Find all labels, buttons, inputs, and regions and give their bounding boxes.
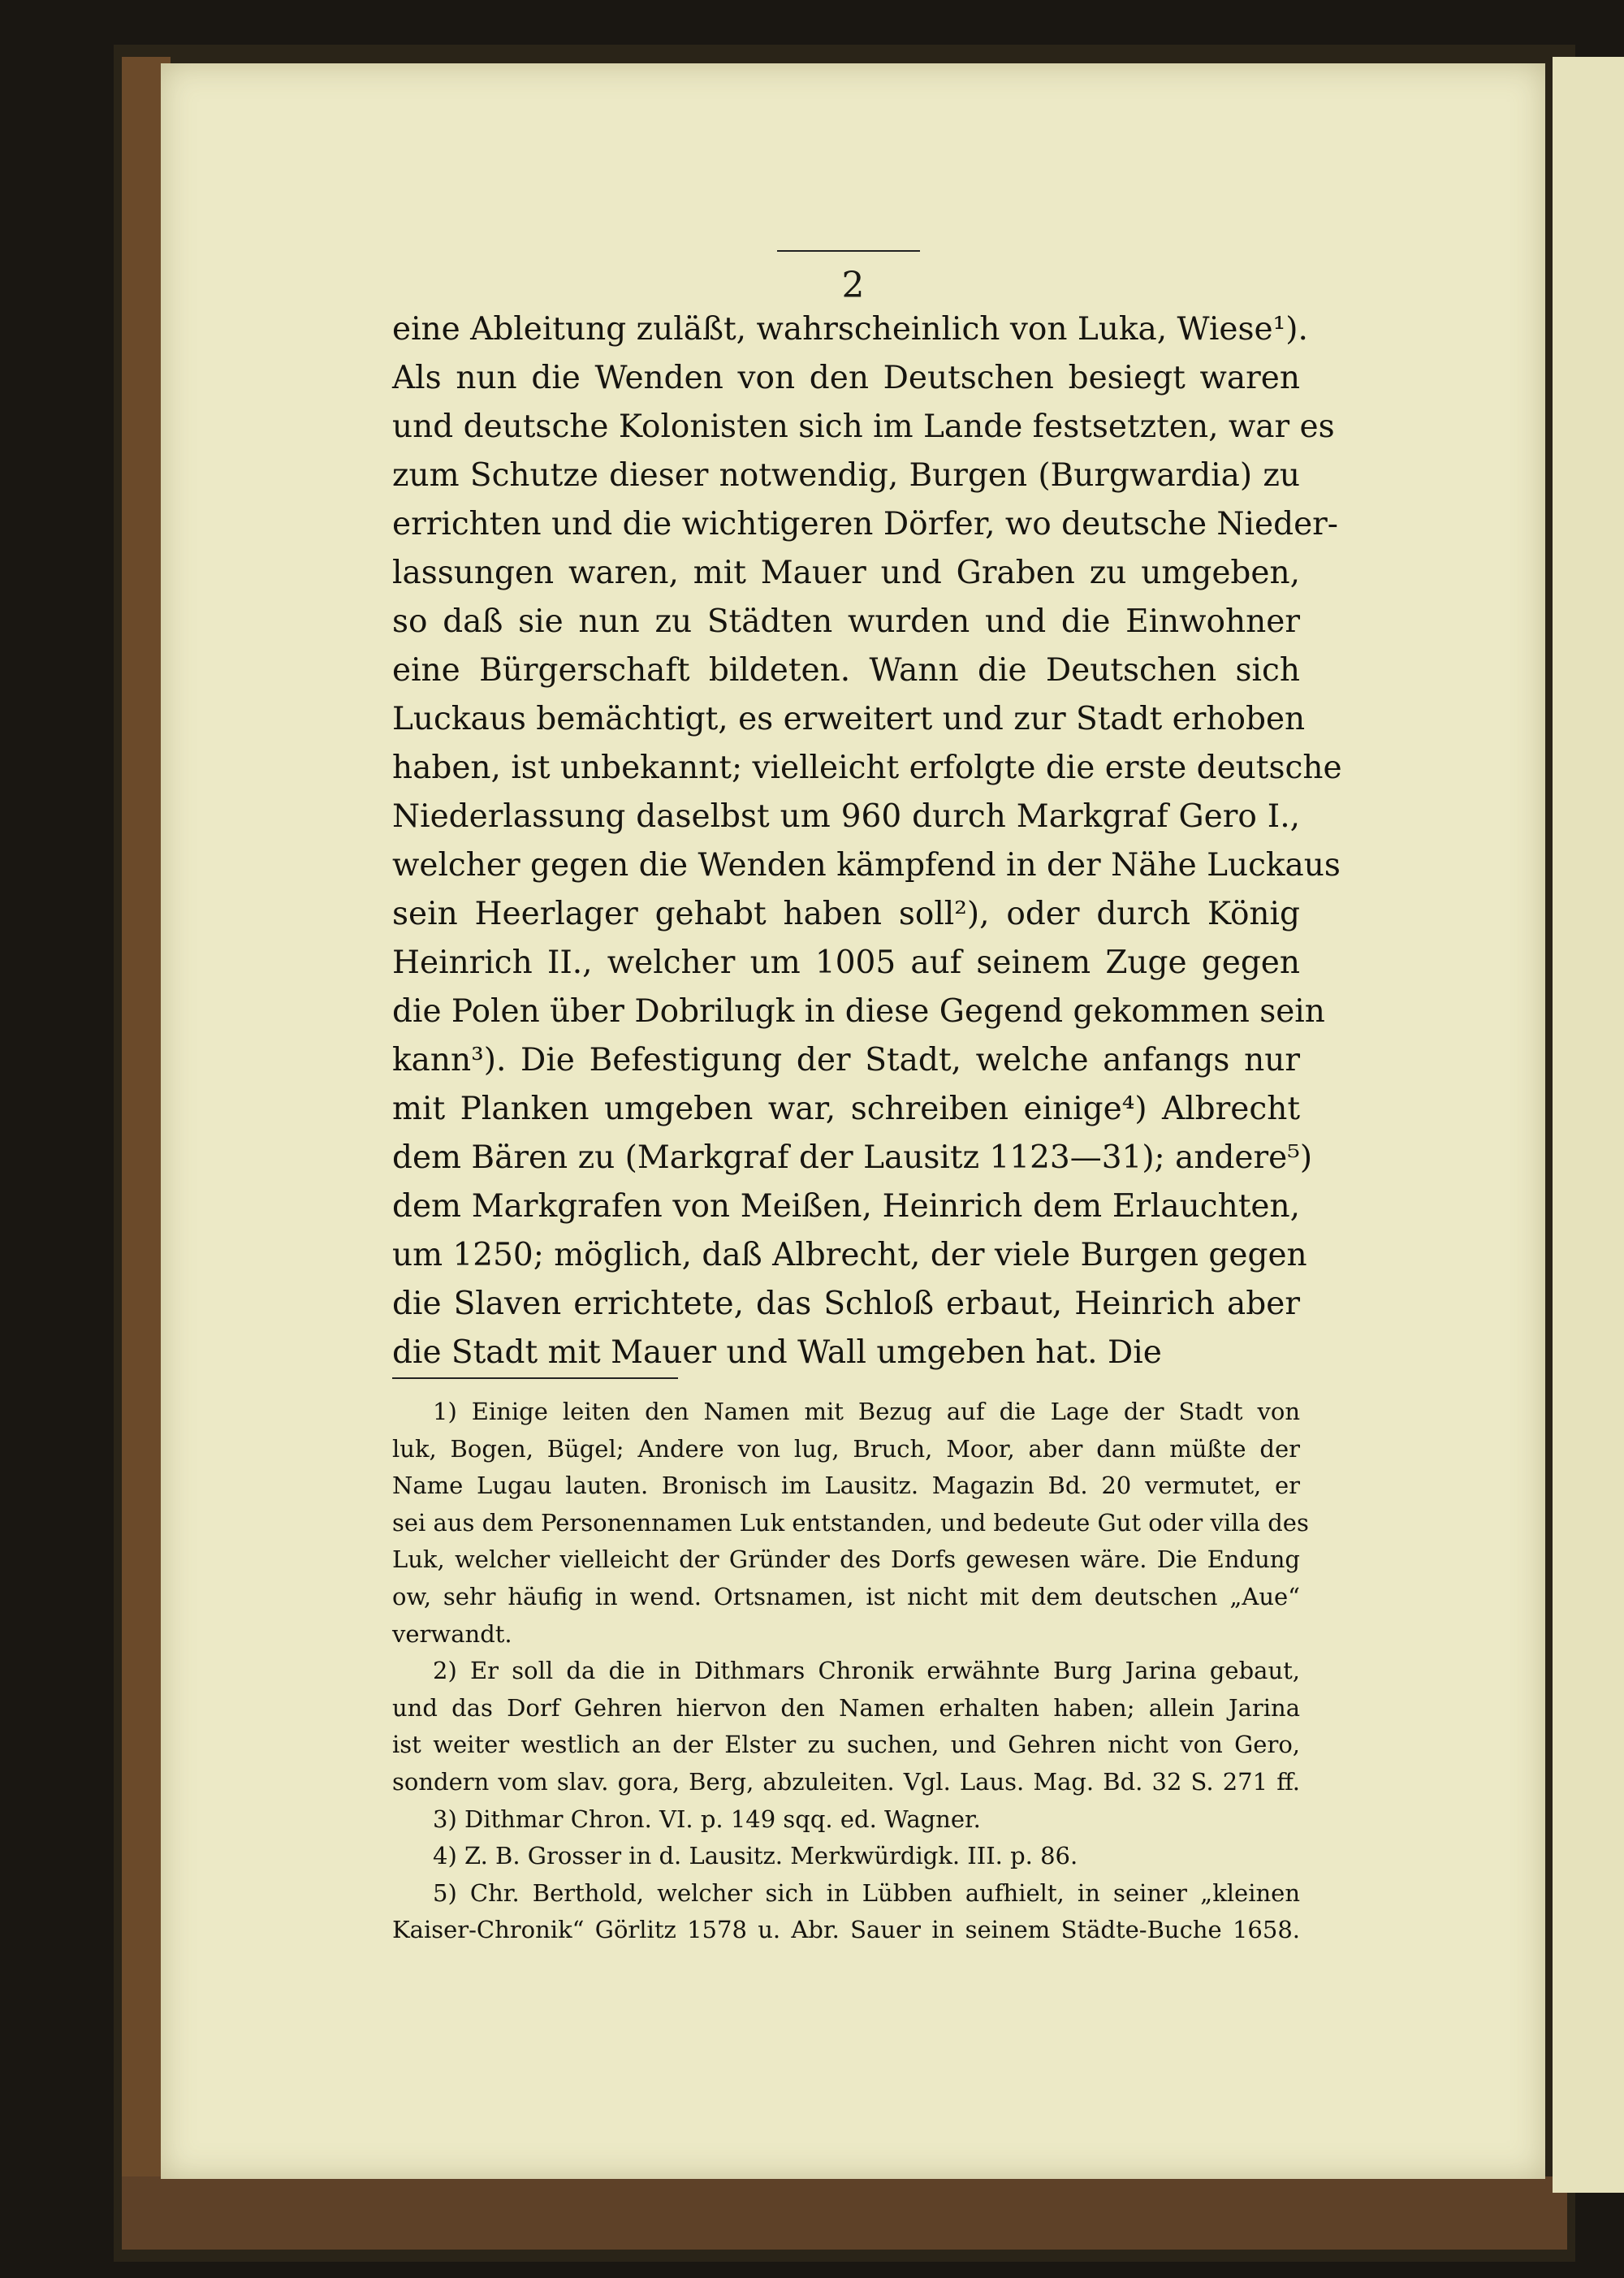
book-cover-bottom — [122, 2176, 1567, 2250]
footnote-line: luk, Bogen, Bügel; Andere von lug, Bruch, Moor, aber dann müßte der — [392, 1434, 1300, 1463]
text-line: errichten und die wichtigeren Dörfer, wo deutsche Nieder- — [392, 506, 1338, 542]
body-text — [392, 305, 1342, 1377]
adjacent-page-edge — [1553, 57, 1624, 2193]
page-number: 2 — [841, 265, 865, 306]
footnote-line: Name Lugau lauten. Bronisch im Lausitz. Magazin Bd. 20 vermutet, er — [392, 1472, 1300, 1500]
footnote-line: ow, sehr häufig in wend. Ortsnamen, ist nicht mit dem deutschen „Aue“ — [392, 1582, 1300, 1610]
text-line: dem Bären zu (Markgraf der Lausitz 1123—31); andere⁵) — [392, 1139, 1313, 1176]
text-line: dem Markgrafen von Meißen, Heinrich dem Erlauchten, — [392, 1188, 1300, 1225]
text-line: mit Planken umgeben war, schreiben einige⁴) Albrecht — [392, 1091, 1300, 1127]
footnote-line: 3) Dithmar Chron. VI. p. 149 sqq. ed. Wagner. — [433, 1805, 981, 1833]
text-line: Niederlassung daselbst um 960 durch Markgraf Gero I., — [392, 798, 1300, 835]
text-line: die Polen über Dobrilugk in diese Gegend gekommen sein — [392, 993, 1325, 1030]
text-line: Luckaus bemächtigt, es erweitert und zur Stadt erhoben — [392, 701, 1306, 737]
text-line: sein Heerlager gehabt haben soll²), oder durch König — [392, 896, 1300, 932]
text-line: so daß sie nun zu Städten wurden und die Einwohner — [392, 603, 1300, 640]
page-number-rule — [777, 250, 920, 252]
footnote-line: 2) Er soll da die in Dithmars Chronik erwähnte Burg Jarina gebaut, — [433, 1657, 1300, 1685]
footnote-line: 4) Z. B. Grosser in d. Lausitz. Merkwürdigk. III. p. 86. — [433, 1842, 1078, 1870]
text-line: eine Bürgerschaft bildeten. Wann die Deutschen sich — [392, 652, 1300, 689]
footnote-line: 5) Chr. Berthold, welcher sich in Lübben aufhielt, in seiner „kleinen — [433, 1878, 1300, 1907]
footnote-line: und das Dorf Gehren hiervon den Namen erhalten haben; allein Jarina — [392, 1693, 1300, 1722]
footnote-line: sei aus dem Personennamen Luk entstanden, und bedeute Gut oder villa des — [392, 1508, 1309, 1537]
footnote-line: ist weiter westlich an der Elster zu suchen, und Gehren nicht von Gero, — [392, 1731, 1300, 1759]
footnote-separator — [392, 1377, 678, 1379]
text-line: die Slaven errichtete, das Schloß erbaut, Heinrich aber — [392, 1286, 1300, 1322]
text-line: haben, ist unbekannt; vielleicht erfolgte die erste deutsche — [392, 750, 1342, 786]
text-line: Heinrich II., welcher um 1005 auf seinem Zuge gegen — [392, 944, 1300, 981]
text-line: kann³). Die Befestigung der Stadt, welche anfangs nur — [392, 1042, 1300, 1078]
footnote-line: 1) Einige leiten den Namen mit Bezug auf die Lage der Stadt von — [433, 1398, 1300, 1425]
footnote-line: Luk, welcher vielleicht der Gründer des Dorfs gewesen wäre. Die Endung — [392, 1545, 1300, 1574]
text-line: welcher gegen die Wenden kämpfend in der Nähe Luckaus — [392, 847, 1341, 884]
footnote-line: Kaiser-Chronik“ Görlitz 1578 u. Abr. Sauer in seinem Städte-Buche 1658. — [392, 1916, 1300, 1944]
text-line: die Stadt mit Mauer und Wall umgeben hat. Die — [392, 1334, 1162, 1371]
text-line: Als nun die Wenden von den Deutschen besiegt waren — [392, 360, 1300, 396]
footnotes — [392, 1394, 1309, 1949]
text-line: um 1250; möglich, daß Albrecht, der viele Burgen gegen — [392, 1237, 1307, 1273]
book-page — [161, 63, 1545, 2179]
text-line: zum Schutze dieser notwendig, Burgen (Burgwardia) zu — [392, 457, 1300, 494]
footnote-line: verwandt. — [392, 1619, 512, 1648]
text-line: und deutsche Kolonisten sich im Lande festsetzten, war es — [392, 408, 1335, 445]
footnote-line: sondern vom slav. gora, Berg, abzuleiten. Vgl. Laus. Mag. Bd. 32 S. 271 ff. — [392, 1767, 1300, 1796]
text-line: lassungen waren, mit Mauer und Graben zu umgeben, — [392, 555, 1300, 591]
text-line: eine Ableitung zuläßt, wahrscheinlich von Luka, Wiese¹). — [392, 311, 1308, 348]
